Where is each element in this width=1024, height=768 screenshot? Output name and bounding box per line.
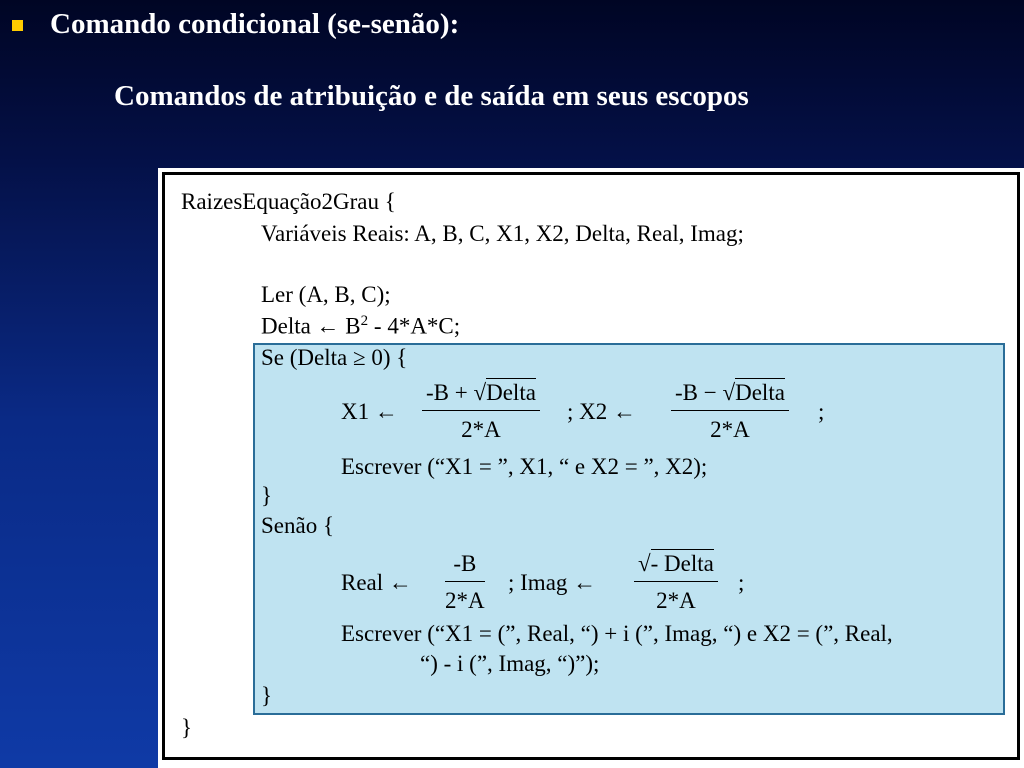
code-line-read: Ler (A, B, C);	[261, 282, 391, 307]
code-line-if-print: Escrever (“X1 = ”, X1, “ e X2 = ”, X2);	[341, 454, 708, 479]
x2-denominator: 2*A	[710, 417, 750, 442]
code-line-else-print-2: “) - i (”, Imag, “)”);	[420, 651, 600, 676]
x1-assign: X1 ←	[341, 399, 398, 424]
slide-title: Comando condicional (se-senão):	[50, 8, 460, 40]
code-line-if-close: }	[261, 483, 273, 508]
real-fraction	[445, 552, 485, 612]
x2-numerator	[671, 381, 789, 410]
code-line-header: RaizesEquação2Grau {	[181, 189, 396, 214]
x2-num-radicand: Delta	[735, 380, 785, 405]
code-line-delta	[261, 314, 460, 338]
x1-numerator	[422, 381, 540, 410]
real-denominator: 2*A	[445, 588, 485, 613]
imag-num-radicand: - Delta	[650, 551, 714, 576]
imag-assign: ; Imag ←	[508, 570, 597, 595]
code-line-else-print-1: Escrever (“X1 = (”, Real, “) + i (”, Imag, “) e X2 = (”, Real,	[341, 621, 893, 646]
imag-fraction	[634, 552, 718, 612]
real-numerator: -B	[453, 551, 477, 576]
code-line-if-head: Se (Delta ≥ 0) {	[261, 345, 408, 370]
real-assign: Real ←	[341, 570, 412, 595]
x2-fraction	[671, 381, 789, 441]
imag-numerator	[634, 552, 718, 581]
imag-terminator: ;	[738, 570, 745, 595]
bullet-marker	[12, 20, 23, 31]
delta-rhs: - 4*A*C;	[368, 313, 461, 339]
x1-num-prefix: -B + √	[426, 380, 487, 405]
x1-num-radicand: Delta	[486, 380, 536, 405]
delta-exponent: 2	[360, 313, 369, 329]
x1-fraction	[422, 381, 540, 441]
x1-denominator: 2*A	[461, 417, 501, 442]
code-line-else-close: }	[261, 683, 273, 708]
slide-subtitle: Comandos de atribuição e de saída em seus escopos	[114, 80, 749, 112]
x2-assign: ; X2 ←	[567, 399, 636, 424]
code-line-vars: Variáveis Reais: A, B, C, X1, X2, Delta, Real, Imag;	[261, 221, 744, 246]
imag-denominator: 2*A	[656, 588, 696, 613]
code-line-else-head: Senão {	[261, 513, 334, 538]
x2-num-prefix: -B − √	[675, 380, 736, 405]
imag-num-prefix: √	[638, 551, 651, 576]
code-line-footer: }	[181, 715, 193, 740]
delta-lhs: Delta ← B	[261, 313, 361, 339]
x2-terminator: ;	[818, 399, 825, 424]
